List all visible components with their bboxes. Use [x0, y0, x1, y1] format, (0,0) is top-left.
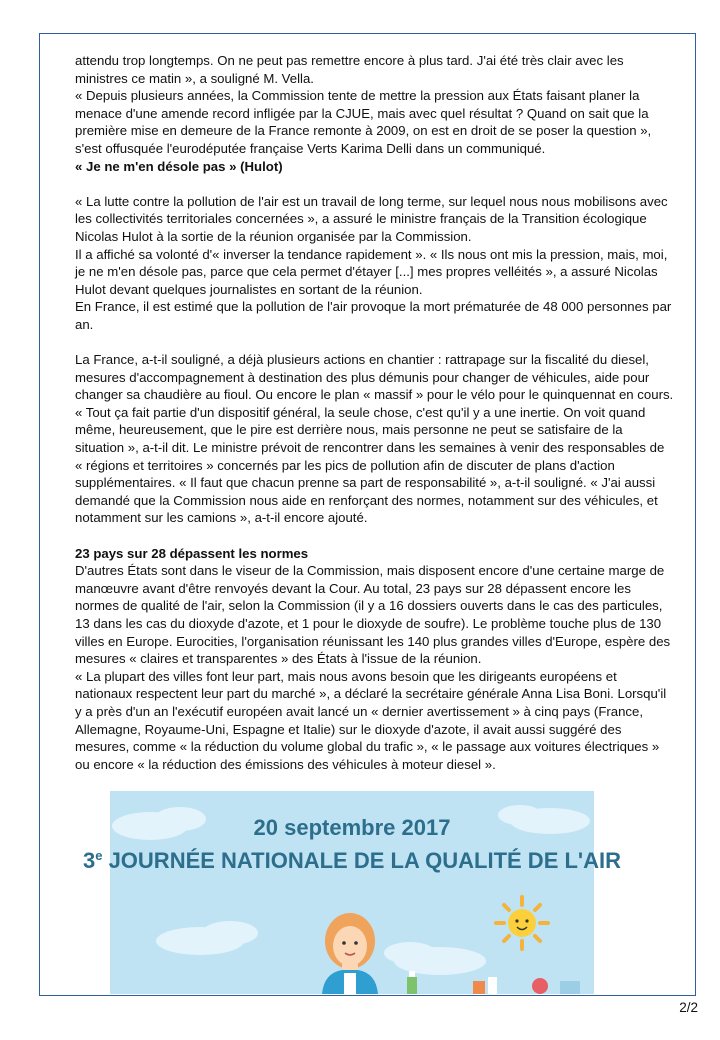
paragraph: attendu trop longtemps. On ne peut pas remettre encore à plus tard. J'ai été très clair avec les ministres ce matin », a souligné M. Vella.: [75, 53, 624, 86]
banner-title: 3e JOURNÉE NATIONALE DE LA QUALITÉ DE L'AIR: [82, 848, 622, 873]
page-number: 2/2: [679, 1000, 698, 1015]
paragraph: « La plupart des villes font leur part, mais nous avons besoin que les dirigeants européens et nationaux respectent leur part du marché », a déclaré la secrétaire générale Anna Lisa Boni. Lorsqu'il y a près d'un an l'exécutif européen avait lancé un « dernier avertissement » à cinq pays (France, Allemagne, Royaume-Uni, Espagne et Italie) sur le dioxyde d'azote, il avait aussi suggéré des mesures, comme « la réduction du volume global du trafic », « le passage aux voitures électriques » ou encore « la réduction des émissions des véhicules à moteur diesel ».: [75, 668, 667, 772]
paragraph: Il a affiché sa volonté d'« inverser la tendance rapidement ». « Ils nous ont mis la pression, mais, moi, je ne m'en désole pas, parce que cela permet d'étayer [...] mes propres velléités », a assuré Nicolas Hulot devant quelques journalistes en sortant de la réunion.: [75, 246, 668, 297]
paragraph: La France, a-t-il souligné, a déjà plusieurs actions en chantier : rattrapage sur la fiscalité du diesel, mesures d'accompagnement à destination des plus démunis pour changer de véhicules, aide pour changer sa chaudière au fioul. Ou encore le plan « massif » pour le vélo pour le quinquennat en cours. « Tout ça fait partie d'un dispositif général, la seule chose, c'est qu'il y a une inertie. On voit quand même, heureusement, que le pire est derrière nous, mais personne ne peut se satisfaire de la situation », a-t-il dit. Le ministre prévoit de rencontrer dans les semaines à venir des responsables de « régions et territoires » concernés par les pics de pollution afin de discuter de plans d'action supplémentaires. « Il faut que chacun prenne sa part de responsabilité », a-t-il souligné. « J'ai aussi demandé que la Commission nous aide en renforçant des normes, notamment sur des véhicules, et notamment sur les camions », a-t-il encore ajouté.: [75, 352, 674, 526]
banner-date: 20 septembre 2017: [253, 815, 451, 840]
page-frame: [39, 33, 696, 996]
air-quality-day-banner: [82, 791, 622, 994]
sun-icon: [496, 897, 548, 949]
paragraph: « Depuis plusieurs années, la Commission tente de mettre la pression aux États faisant planer la menace d'une amende record infligée par la CJUE, mais avec quel résultat ? Quand on sait que la première mise en demeure de la France remonte à 2009, on est en droit de se poser la question », s'est offusquée l'eurodéputée française Verts Karima Delli dans un communiqué.: [75, 88, 652, 156]
paragraph: D'autres États sont dans le viseur de la Commission, mais disposent encore d'une certaine marge de manœuvre avant d'être renvoyés devant la Cour. Au total, 23 pays sur 28 dépassent encore les normes de qualité de l'air, selon la Commission (il y a 16 dossiers ouverts dans le cas des particules, 13 dans les cas du dioxyde d'azote, et 1 pour le dioxyde de soufre). Le problème touche plus de 130 villes en Europe. Eurocities, l'organisation réunissant les 140 plus grandes villes d'Europe, espère des mesures « claires et transparentes » des États à l'issue de la réunion.: [75, 563, 671, 667]
section-heading-hulot: « Je ne m'en désole pas » (Hulot): [75, 158, 283, 174]
article-body: [75, 52, 675, 773]
paragraph: En France, il est estimé que la pollution de l'air provoque la mort prématurée de 48 000 personnes par an.: [75, 299, 672, 332]
paragraph: « La lutte contre la pollution de l'air est un travail de long terme, sur lequel nous nous mobilisons avec les collectivités territoriales concernées », a assuré le ministre français de la Transition écologique Nicolas Hulot à la sortie de la réunion organisée par la Commission.: [75, 193, 668, 244]
section-heading-23-pays: 23 pays sur 28 dépassent les normes: [75, 545, 309, 561]
woman-illustration: [322, 913, 378, 994]
